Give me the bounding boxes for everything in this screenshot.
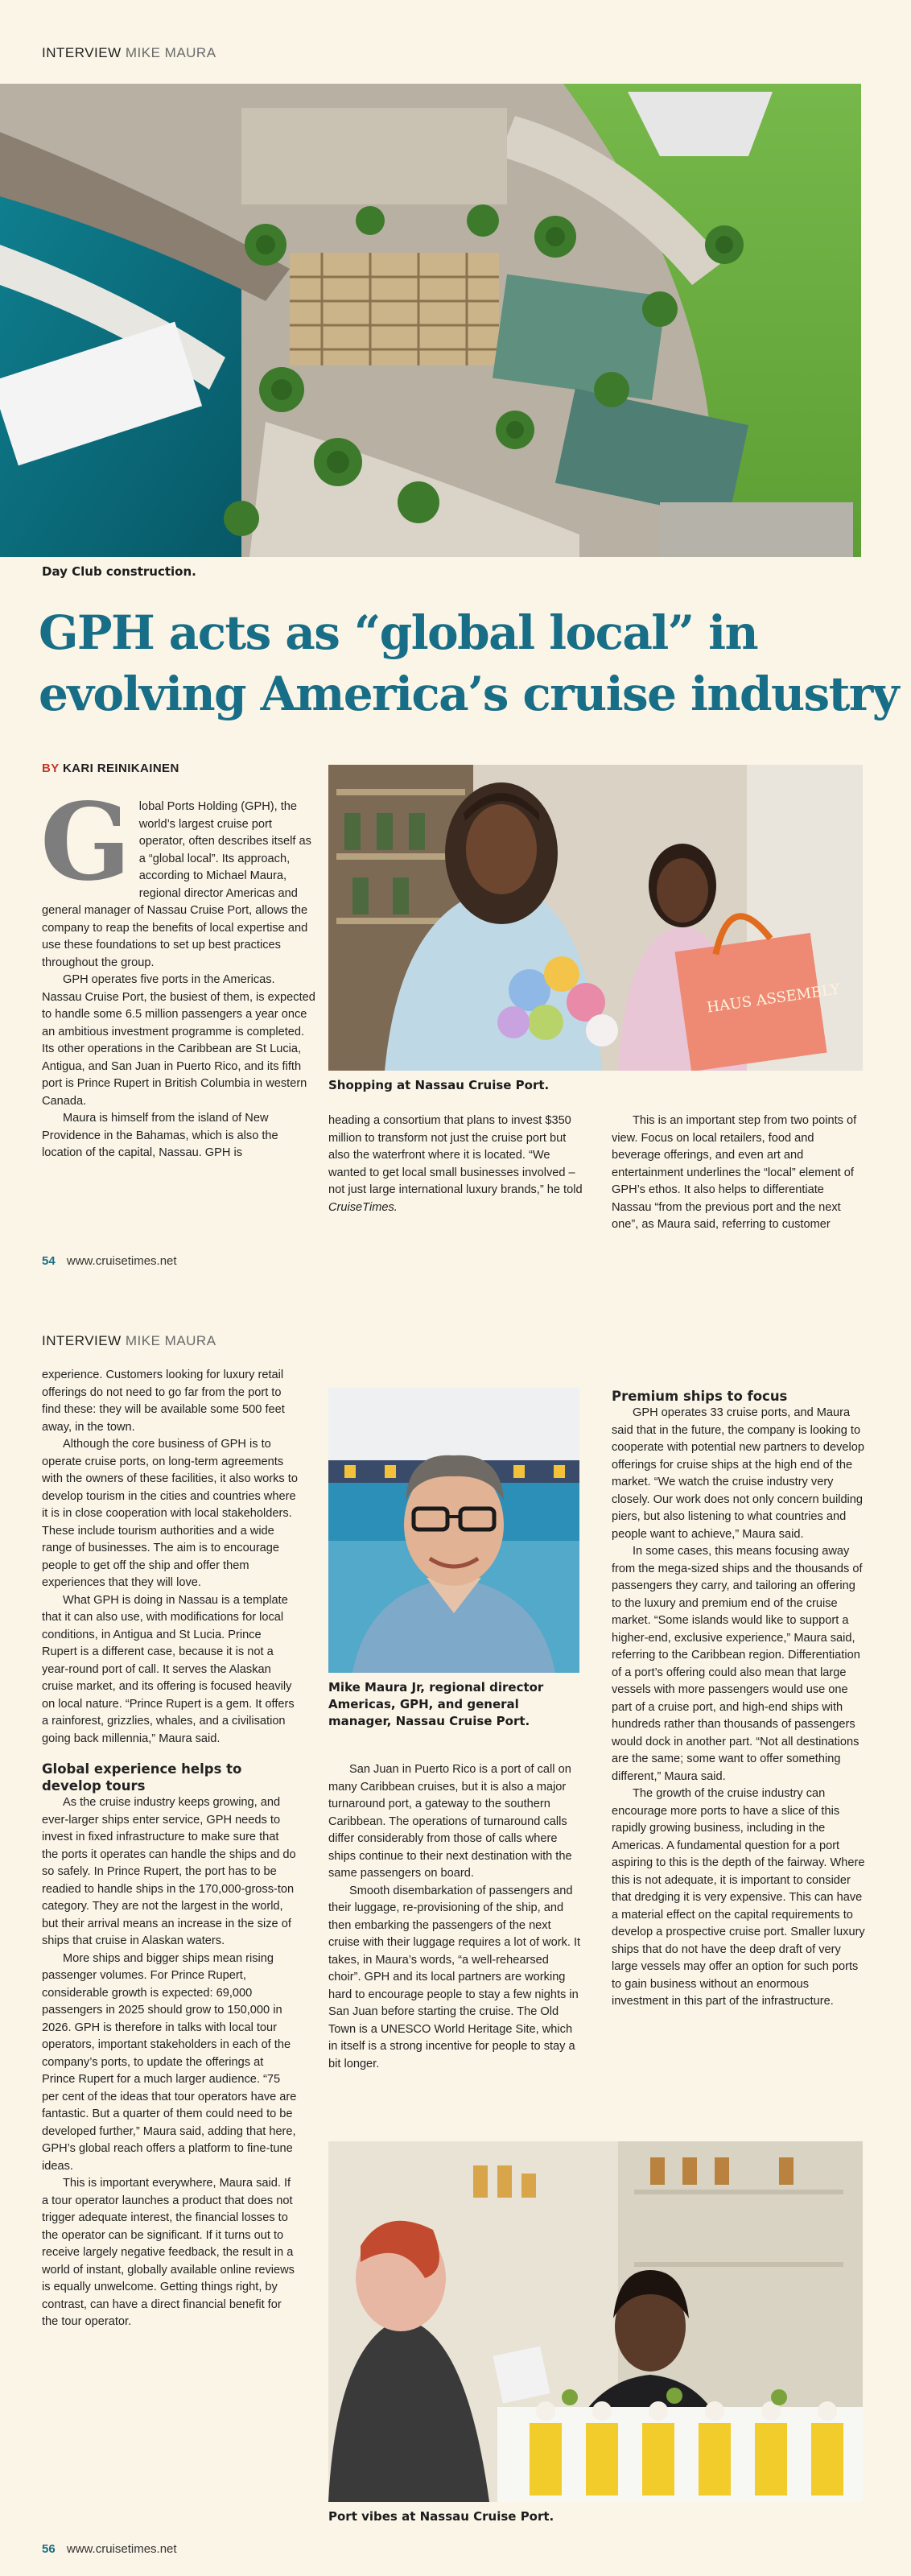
article-column-1 (42, 1367, 298, 2331)
drop-cap: G (40, 780, 131, 905)
paragraph: This is an important step from two points of view. Focus on local retailers, food and beverage offerings, and even art and entertainment underlines the “local” element of GPH’s ethos. It also helps to differentiate Nassau “from the previous port and the next one”, as Maura said, referring to customer (612, 1114, 857, 1231)
paragraph: This is important everywhere, Maura said. If a tour operator launches a product that does not trigger adequate interest, the financial losses to the operator can be significant. If it turns out to receive largely negative feedback, the result in a world of instant, globally available online reviews is equally unwelcome. Getting things right, by contrast, can have a direct financial benefit for the tour operator. (42, 2177, 295, 2328)
paragraph: Maura is himself from the island of New Providence in the Bahamas, which is also the location of the capital, Nassau. GPH is (42, 1112, 278, 1159)
kicker-name: MIKE MAURA (125, 45, 216, 60)
article-column-3 (612, 1388, 868, 2011)
section-kicker (42, 45, 216, 61)
headline (39, 602, 898, 724)
article-column-3 (612, 1113, 866, 1234)
article-column-1 (40, 780, 315, 1162)
subheading-global-experience: Global experience helps to develop tours (42, 1761, 242, 1794)
article-column-2 (328, 1113, 584, 1216)
paragraph: As the cruise industry keeps growing, and ever-larger ships enter service, GPH needs to invest in fixed infrastructure to make sure that the ports it operates can handle the ships and do so safely. In Prince Rupert, the port has to be readied to handle ships in the 170,000-gross-ton category. They are not the largest in the world, but their arrival means an increase in the size of ships that cruise in Alaskan waters. (42, 1796, 296, 1947)
paragraph: GPH operates five ports in the Americas. Nassau Cruise Port, the busiest of them, is expected to handle some 6.5 million passengers a year once an ambitious investment programme is completed. Its other operations in the Caribbean are St Lucia, Antigua, and San Juan in Puerto Rico, and its fifth port is Prince Rupert in British Columbia in western Canada. (42, 973, 315, 1108)
headline-line-1: GPH acts as “global local” in (39, 605, 758, 660)
paragraph: Although the core business of GPH is to operate cruise ports, on long-term agreements with the owners of these facilities, it also works to develop tourism in the cities and countries where it is in close cooperation with local stakeholders. These include tourism authorities and a wide range of businesses. The aim is to encourage people to get off the ship and offer them experiences that they will love. (42, 1438, 298, 1589)
headline-line-2: evolving America’s cruise industry (39, 667, 898, 721)
byline-prefix: BY (42, 762, 60, 775)
section-kicker (42, 1333, 216, 1349)
caption-day-club: Day Club construction. (42, 564, 196, 579)
paragraph: Smooth disembarkation of passengers and their luggage, re-provisioning of the ship, and then embarking the passengers of the next cruise with their luggage requires a lot of work. It takes, in Maura’s words, “a well-rehearsed choir”. GPH and its local partners are working hard to encourage people to stay a few nights in San Juan before starting the cruise. The Old Town is a UNESCO World Heritage Site, which in itself is a strong incentive for people to stay a bit longer. (328, 1884, 581, 2070)
kicker-name: MIKE MAURA (125, 1333, 216, 1348)
paragraph-intro: Global Ports Holding (GPH), the world’s largest cruise port operator, often describes itself as a “global local”. Its approach, according to Michael Maura, regional director Americas and general manager of Nassau Cruise Port, allows the company to reap the benefits of local expertise and use these foundations to set up best practices throughout the group. (40, 780, 311, 969)
folio-url: www.cruisetimes.net (66, 2542, 177, 2556)
article-column-2 (328, 1761, 584, 2073)
page-folio (42, 1254, 177, 1268)
paragraph: In some cases, this means focusing away from the mega-sized ships and the thousands of passengers they carry, and tailoring an offering to the luxury and premium end of the cruise market. “Some islands would like to support a higher-end, exclusive experience,” Maura said, referring to the Caribbean region. Differentiation of a port’s offering could also mean that large vessels with more passengers would use one part of a cruise port, and high-end ships with hundreds rather than thousands of passengers would dock in another part. “Not all destinations are the same; some want to offer something different,” Maura said. (612, 1545, 863, 1783)
paragraph: What GPH is doing in Nassau is a template that it can also use, with modifications for local conditions, in Antigua and St Lucia. Prince Rupert is a different case, because it is not a year-round port of call. It serves the Alaskan cruise market, and its offering is focused heavily on local nature. “Prince Rupert is a gem. It offers a rainforest, grizzlies, whales, and a civilisation going back millennia,” Maura said. (42, 1593, 295, 1745)
photo-day-club-construction (0, 84, 861, 557)
photo-port-vibes (328, 2141, 863, 2502)
page-number: 54 (42, 1254, 56, 1268)
byline (42, 762, 179, 775)
byline-author: KARI REINIKAINEN (62, 762, 179, 775)
paragraph: GPH operates 33 cruise ports, and Maura said that in the future, the company is looking to cooperate with potential new partners to develop offerings for cruise ships at the high end of the market. “We watch the cruise industry very closely. Our work does not only concern building piers, but also listening to what countries and people want to achieve,” Maura said. (612, 1406, 864, 1541)
paragraph: The growth of the cruise industry can encourage more ports to have a slice of this rapidly growing business, including in the Americas. A fundamental question for a port aspiring to this is the depth of the fairway. Where this is not adequate, it is important to consider that dredging it is very expensive. This can have a material effect on the capital requirements to develop a prospective cruise port. Smaller luxury ships that do not have the deep draft of very large vessels may offer an option for such ports to gain business without an enormous investment in this part of the infrastructure. (612, 1787, 865, 2008)
paragraph: San Juan in Puerto Rico is a port of call on many Caribbean cruises, but it is also a major turnaround port, a gateway to the southern Caribbean. The operations of turnaround calls differ considerably from those of calls where ships continue to their next destination with the same passengers on board. (328, 1763, 572, 1880)
kicker-section: INTERVIEW (42, 45, 122, 60)
subheading-premium-ships: Premium ships to focus (612, 1389, 788, 1404)
kicker-section: INTERVIEW (42, 1333, 122, 1348)
photo-mike-maura-portrait (328, 1388, 579, 1673)
caption-shopping: Shopping at Nassau Cruise Port. (328, 1078, 550, 1092)
folio-url: www.cruisetimes.net (66, 1254, 177, 1268)
magazine-page-56 (0, 1288, 911, 2576)
paragraph: heading a consortium that plans to invest $350 million to transform not just the cruise port but also the waterfront where it is located. “We wanted to get local small businesses involved – not just large international luxury brands,” he told CruiseTimes. (328, 1114, 583, 1214)
page-number: 56 (42, 2542, 56, 2556)
paragraph: More ships and bigger ships mean rising passenger volumes. For Prince Rupert, considerable growth is expected: 69,000 passengers in 2025 should grow to 150,000 in 2026. GPH is therefore in talks with local tour operators, important stakeholders in each of the company’s ports, to update the offerings at Prince Rupert for a much larger audience. “75 per cent of the ideas that tour operators have are fantastic. But a quarter of them could need to be developed further,” Maura said, adding that here, GPH’s global reach offers a platform to fine-tune ideas. (42, 1951, 297, 2173)
bag-label: HAUS ASSEMBLY (706, 980, 842, 1017)
paragraph: experience. Customers looking for luxury retail offerings do not need to go far from the port to find these: they will be available some 500 feet away, in the town. (42, 1368, 285, 1434)
caption-portrait: Mike Maura Jr, regional director Americas, GPH, and general manager, Nassau Cruise Port. (328, 1680, 544, 1728)
photo-shopping-nassau (328, 765, 863, 1071)
caption-port-vibes: Port vibes at Nassau Cruise Port. (328, 2509, 554, 2524)
page-folio (42, 2542, 177, 2556)
